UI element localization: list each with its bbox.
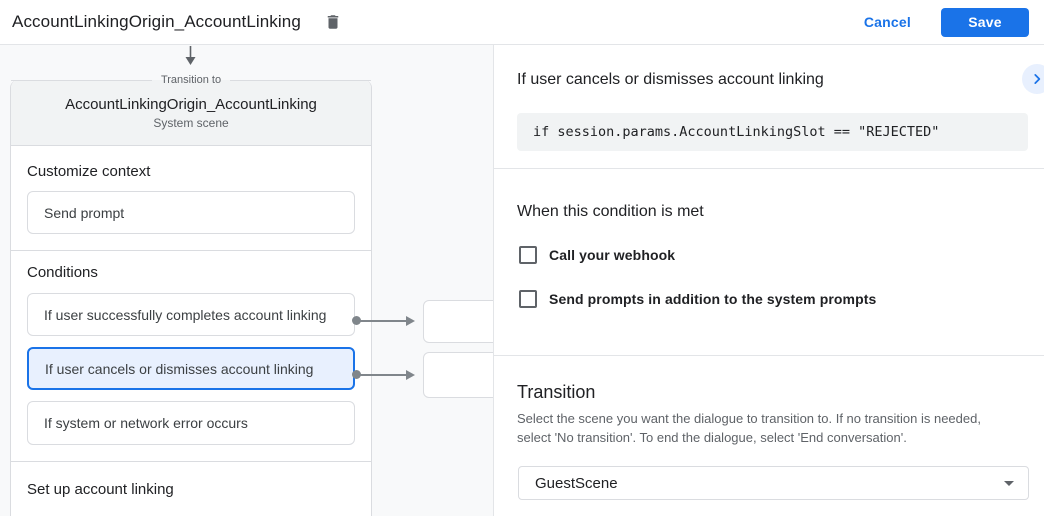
call-webhook-label: Call your webhook [549,247,676,263]
down-arrow-icon [185,46,196,71]
connector-line [358,320,408,322]
conditions-section [11,251,371,462]
send-prompts-option[interactable] [519,290,876,308]
scene-title: AccountLinkingOrigin_AccountLinking [65,95,317,113]
setup-account-linking-heading: Set up account linking [27,481,174,498]
call-webhook-option[interactable] [519,246,675,264]
collapse-panel-button[interactable] [1022,64,1044,94]
scene-card [10,74,372,516]
trash-icon [324,13,342,31]
condition-panel-heading: If user cancels or dismisses account linking [517,71,824,88]
scene-subtitle: System scene [153,115,229,130]
setup-account-linking-section [11,462,371,514]
customize-context-section [11,146,371,251]
send-prompts-label: Send prompts in addition to the system prompts [549,291,877,307]
transition-target-box[interactable] [423,352,493,398]
customize-context-heading: Customize context [27,163,151,180]
connector-arrowhead-icon [406,316,415,326]
conditions-heading: Conditions [27,264,98,281]
condition-expression[interactable]: if session.params.AccountLinkingSlot == "REJECTED" [517,113,1028,151]
condition-item-cancel[interactable]: If user cancels or dismisses account linking [27,347,355,390]
scene-flow-canvas [0,45,493,516]
save-button[interactable]: Save [941,8,1029,37]
condition-item-success[interactable]: If user successfully completes account linking [27,293,355,336]
when-condition-met-heading: When this condition is met [517,203,704,220]
dropdown-caret-icon [1004,481,1014,486]
transition-to-label: Transition to [160,74,222,86]
condition-detail-panel [493,45,1044,516]
divider [494,355,1044,356]
transition-target-box[interactable] [423,300,493,343]
send-prompts-checkbox[interactable] [519,290,537,308]
delete-scene-button[interactable] [319,8,347,36]
top-bar [0,0,1044,45]
page-title: AccountLinkingOrigin_AccountLinking [12,12,301,31]
chevron-right-icon [1030,72,1044,86]
send-prompt-item[interactable]: Send prompt [27,191,355,234]
transition-heading: Transition [517,382,596,402]
condition-item-error[interactable]: If system or network error occurs [27,401,355,445]
transition-description: Select the scene you want the dialogue to transition to. If no transition is needed, select 'No transition'. To end the dialogue, select 'End conversation'. [517,411,981,445]
scene-card-header [11,80,371,146]
cancel-button[interactable]: Cancel [852,6,923,38]
divider [494,168,1044,169]
connector-arrowhead-icon [406,370,415,380]
call-webhook-checkbox[interactable] [519,246,537,264]
transition-scene-select[interactable] [518,466,1029,500]
connector-line [358,374,408,376]
legend-line-right [230,80,371,81]
transition-to-legend [11,74,371,86]
legend-line-left [11,80,152,81]
selected-scene-value: GuestScene [535,474,618,492]
